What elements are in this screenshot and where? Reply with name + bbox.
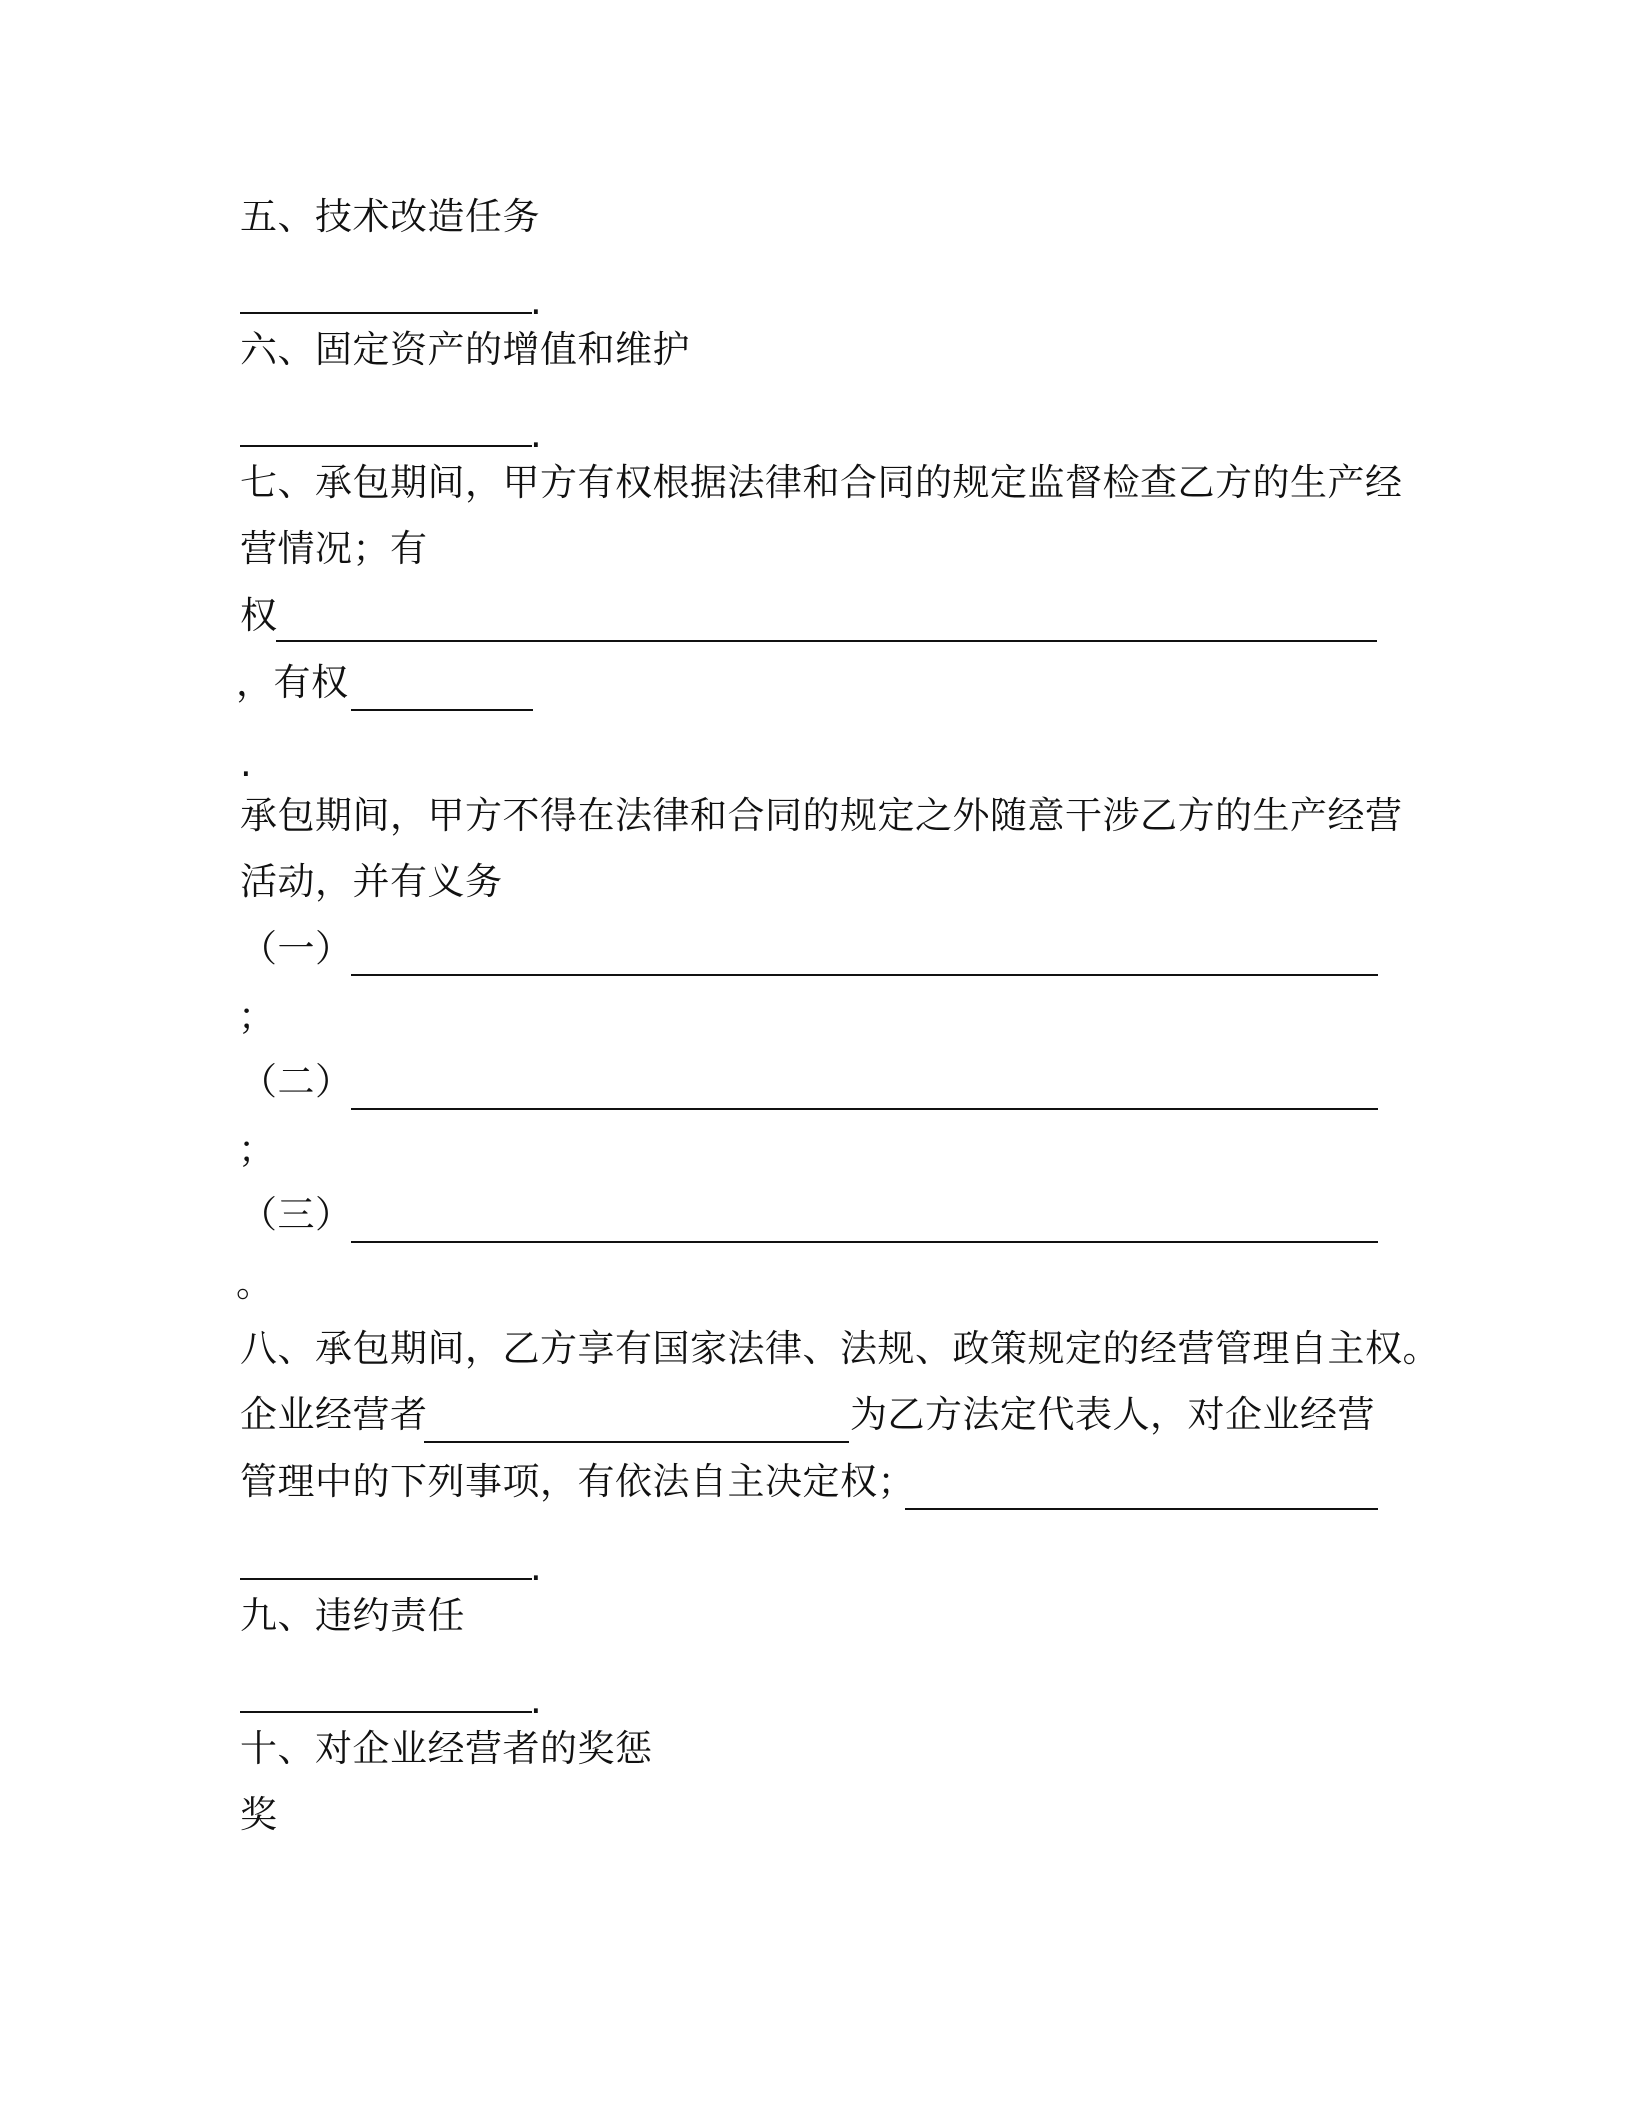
section8-period: . — [530, 1546, 543, 1589]
duty-item-2-end: ； — [238, 1128, 276, 1171]
duty-item-1-end: ； — [238, 995, 276, 1038]
section7-duty-line1: 承包期间，甲方不得在法律和合同的规定之外随意干涉乙方的生产经营 — [240, 794, 1403, 837]
section8-line3: 管理中的下列事项，有依法自主决定权； — [240, 1460, 915, 1503]
section6-period: . — [530, 413, 543, 456]
duty-item-3-blank[interactable] — [351, 1241, 1378, 1243]
section6-title: 六、固定资产的增值和维护 — [240, 328, 690, 371]
section7-right1-blank[interactable] — [276, 640, 1377, 642]
section7-right2-blank[interactable] — [351, 709, 533, 711]
section8-line2-suffix: 为乙方法定代表人，对企业经营 — [850, 1393, 1375, 1436]
section7-line1: 七、承包期间，甲方有权根据法律和合同的规定监督检查乙方的生产经 — [240, 461, 1403, 504]
section8-decision-blank-2[interactable] — [240, 1578, 532, 1580]
section10-reward: 奖 — [240, 1793, 278, 1836]
section5-period: . — [530, 280, 543, 323]
duty-item-2-label: （二） — [240, 1060, 353, 1103]
section7-line2: 营情况；有 — [240, 527, 428, 570]
section8-line1: 八、承包期间，乙方享有国家法律、法规、政策规定的经营管理自主权。 — [240, 1327, 1440, 1370]
section9-period: . — [530, 1679, 543, 1722]
section8-line2-prefix: 企业经营者 — [240, 1393, 428, 1436]
section7-period: . — [240, 742, 253, 785]
duty-item-2-blank[interactable] — [351, 1108, 1378, 1110]
duty-item-1-blank[interactable] — [351, 974, 1378, 976]
section7-right1-prefix: 权 — [240, 594, 278, 637]
duty-item-1-label: （一） — [240, 927, 353, 970]
section8-decision-blank-1[interactable] — [905, 1508, 1378, 1510]
duty-item-3-label: （三） — [240, 1193, 353, 1236]
enterprise-operator-blank[interactable] — [424, 1441, 849, 1443]
section9-title: 九、违约责任 — [240, 1594, 465, 1637]
section9-fill-blank[interactable] — [240, 1711, 532, 1713]
section6-fill-blank[interactable] — [240, 445, 532, 447]
section5-fill-blank[interactable] — [240, 312, 532, 314]
section5-title: 五、技术改造任务 — [240, 195, 540, 238]
section7-right2-prefix: ，有权 — [236, 661, 349, 704]
duty-item-3-end: 。 — [236, 1262, 274, 1305]
section10-title: 十、对企业经营者的奖惩 — [240, 1727, 653, 1770]
section7-duty-line2: 活动，并有义务 — [240, 860, 503, 903]
